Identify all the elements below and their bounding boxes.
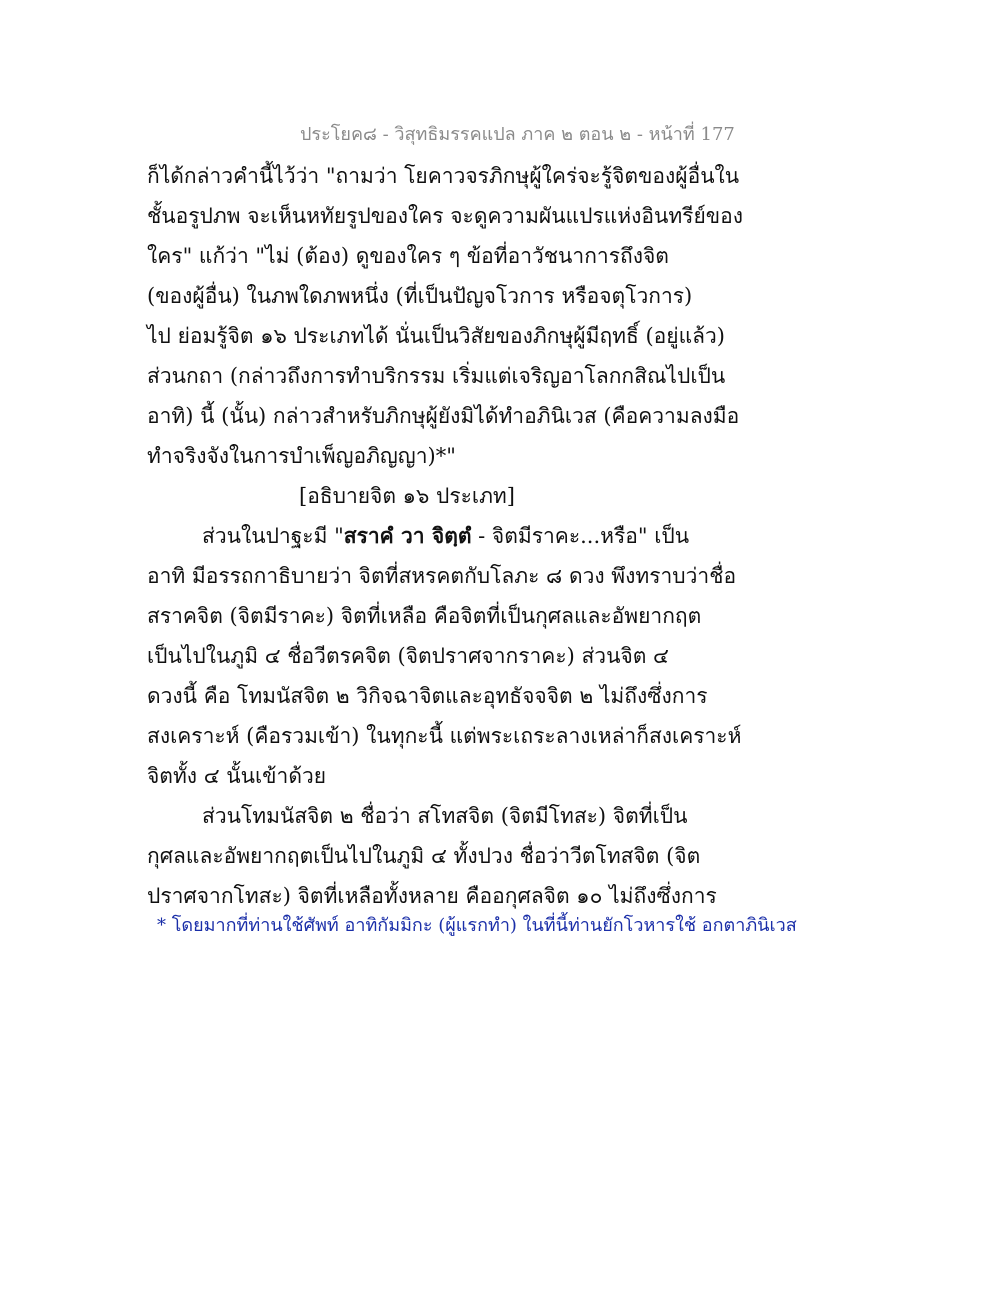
text-line: ส่วนโทมนัสจิต ๒ ชื่อว่า สโทสจิต (จิตมีโทสะ) จิตที่เป็น <box>202 804 688 828</box>
pali-term: สราคํ วา จิตฺตํ <box>343 523 472 548</box>
text-line: ชั้นอรูปภพ จะเห็นหทัยรูปของใคร จะดูความผันแปรแห่งอินทรีย์ของ <box>147 204 743 228</box>
text-line: ปราศจากโทสะ) จิตที่เหลือทั้งหลาย คืออกุศลจิต ๑๐ ไม่ถึงซึ่งการ <box>147 884 717 908</box>
section-heading: [อธิบายจิต ๑๖ ประเภท] <box>299 484 515 508</box>
text-line: ไป ย่อมรู้จิต ๑๖ ประเภทได้ นั่นเป็นวิสัยของภิกษุผู้มีฤทธิ์ (อยู่แล้ว) <box>147 324 725 348</box>
text-line: ก็ได้กล่าวคำนี้ไว้ว่า "ถามว่า โยคาวจรภิกษุผู้ใคร่จะรู้จิตของผู้อื่นใน <box>147 164 740 188</box>
text-line: สงเคราะห์ (คือรวมเข้า) ในทุกะนี้ แต่พระเถระลางเหล่าก็สงเคราะห์ <box>147 724 742 748</box>
text-line: ดวงนี้ คือ โทมนัสจิต ๒ วิกิจฉาจิตและอุทธัจจจิต ๒ ไม่ถึงซึ่งการ <box>147 684 708 708</box>
running-header: ประโยค๘ - วิสุทธิมรรคแปล ภาค ๒ ตอน ๒ - หน้าที่ 177 <box>300 124 735 145</box>
text-line: เป็นไปในภูมิ ๔ ชื่อวีตรคจิต (จิตปราศจากราคะ) ส่วนจิต ๔ <box>147 644 669 668</box>
text-line <box>147 516 707 556</box>
text-segment: - จิตมีราคะ...หรือ" เป็น <box>471 524 690 548</box>
text-line: อาทิ) นี้ (นั้น) กล่าวสำหรับภิกษุผู้ยังมิได้ทำอภินิเวส (คือความลงมือ <box>147 404 740 428</box>
footnote: * โดยมากที่ท่านใช้ศัพท์ อาทิกัมมิกะ (ผู้แรกทำ) ในที่นี้ท่านยักโวหารใช้ อกตาภินิเวส <box>157 915 797 936</box>
text-line: จิตทั้ง ๔ นั้นเข้าด้วย <box>147 764 327 788</box>
text-line: (ของผู้อื่น) ในภพใดภพหนึ่ง (ที่เป็นปัญจโวการ หรือจตุโวการ) <box>147 284 693 308</box>
text-segment: ส่วนในปาฐะมี " <box>202 524 344 548</box>
text-line: ใคร" แก้ว่า "ไม่ (ต้อง) ดูของใคร ๆ ข้อที่อาวัชนาการถึงจิต <box>147 244 669 268</box>
text-line: ส่วนกถา (กล่าวถึงการทำบริกรรม เริ่มแต่เจริญอาโลกกสิณไปเป็น <box>147 364 726 388</box>
text-line: กุศลและอัพยากฤตเป็นไปในภูมิ ๔ ทั้งปวง ชื่อว่าวีตโทสจิต (จิต <box>147 844 701 868</box>
text-line: ทำจริงจังในการบำเพ็ญอภิญญา)*" <box>147 444 456 468</box>
body-text <box>147 156 743 916</box>
text-line: สราคจิต (จิตมีราคะ) จิตที่เหลือ คือจิตที่เป็นกุศลและอัพยากฤต <box>147 604 702 628</box>
text-line: อาทิ มีอรรถกาธิบายว่า จิตที่สหรคตกับโลภะ ๘ ดวง พึงทราบว่าชื่อ <box>147 564 737 588</box>
